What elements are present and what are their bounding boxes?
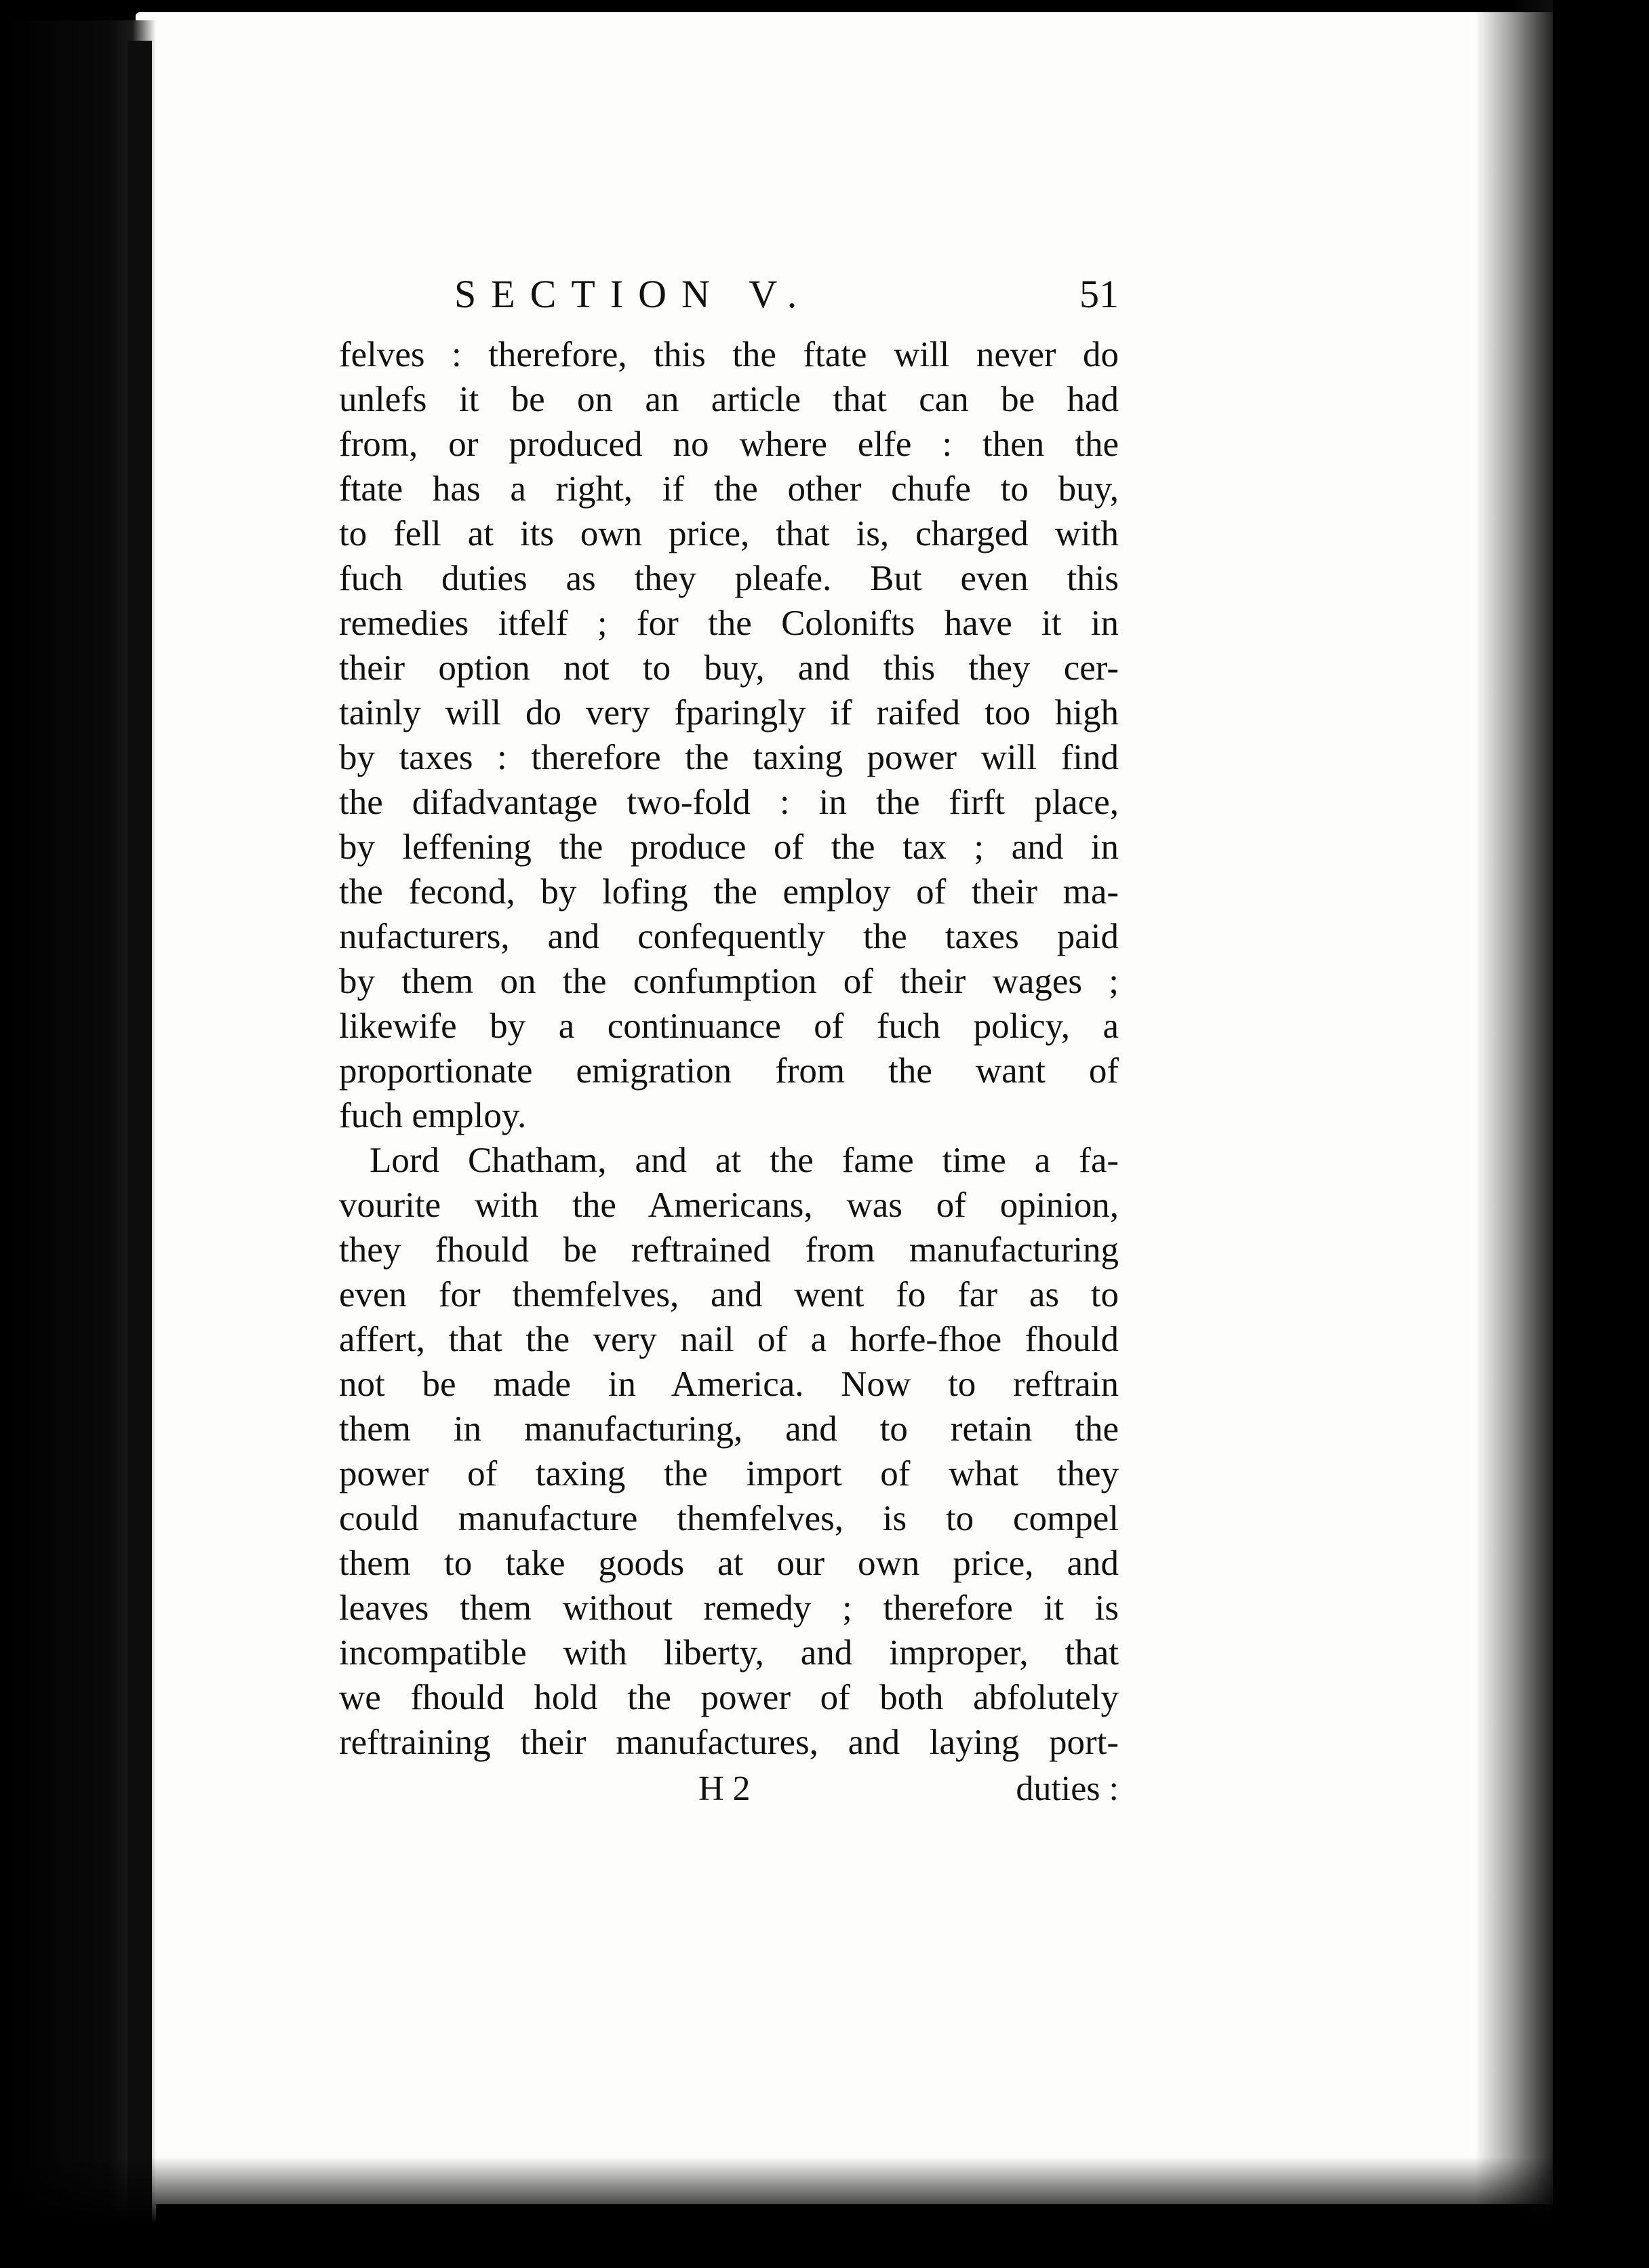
text-line: power of taxing the import of what they bbox=[339, 1454, 1119, 1493]
text-line: fuch employ. bbox=[339, 1096, 527, 1135]
text-line: their option not to buy, and this they cer- bbox=[339, 648, 1119, 688]
text-line: fuch duties as they pleafe. But even this bbox=[339, 559, 1119, 598]
page-footer bbox=[339, 1769, 1119, 1809]
text-line: likewife by a continuance of fuch policy, a bbox=[339, 1006, 1119, 1046]
right-dark-margin bbox=[1553, 0, 1649, 2268]
text-line: to fell at its own price, that is, charged with bbox=[339, 514, 1119, 553]
text-line: them to take goods at our own price, and bbox=[339, 1544, 1119, 1583]
text-line: felves : therefore, this the ftate will never do bbox=[339, 335, 1119, 374]
text-line: them in manufacturing, and to retain the bbox=[339, 1409, 1119, 1449]
running-header bbox=[339, 271, 1119, 332]
text-line: could manufacture themfelves, is to compel bbox=[339, 1499, 1119, 1538]
text-line: they fhould be reftrained from manufacturing bbox=[339, 1230, 1119, 1270]
paragraph-start-line: Lord Chatham, and at the fame time a fa- bbox=[370, 1141, 1119, 1180]
text-line: from, or produced no where elfe : then the bbox=[339, 425, 1119, 464]
text-line: remedies itfelf ; for the Colonifts have it in bbox=[339, 604, 1119, 643]
text-line: leaves them without remedy ; therefore it is bbox=[339, 1588, 1119, 1628]
text-line: by them on the confumption of their wages ; bbox=[339, 962, 1119, 1001]
signature-mark: H 2 bbox=[698, 1770, 751, 1808]
page-text bbox=[339, 271, 1119, 1809]
text-line: proportionate emigration from the want of bbox=[339, 1051, 1119, 1091]
text-line: even for themfelves, and went fo far as to bbox=[339, 1275, 1119, 1314]
text-line: unlefs it be on an article that can be had bbox=[339, 380, 1119, 419]
text-line: the difadvantage two-fold : in the firft place, bbox=[339, 783, 1119, 822]
page-number: 51 bbox=[1079, 272, 1119, 316]
bottom-page-edge bbox=[0, 2157, 1649, 2268]
catchword: duties : bbox=[1016, 1770, 1119, 1808]
text-line: by taxes : therefore the taxing power will find bbox=[339, 738, 1119, 777]
text-line: nufacturers, and confequently the taxes paid bbox=[339, 917, 1119, 956]
text-line: tainly will do very fparingly if raifed too high bbox=[339, 693, 1119, 732]
text-line: reftraining their manufactures, and laying port- bbox=[339, 1723, 1119, 1762]
text-line: incompatible with liberty, and improper, that bbox=[339, 1633, 1119, 1673]
binding-gutter bbox=[127, 41, 152, 2252]
text-line: affert, that the very nail of a horfe-fhoe fhould bbox=[339, 1320, 1119, 1359]
text-line: the fecond, by lofing the employ of their ma- bbox=[339, 872, 1119, 912]
text-line: ftate has a right, if the other chufe to buy, bbox=[339, 469, 1119, 509]
text-line: vourite with the Americans, was of opinion, bbox=[339, 1186, 1119, 1225]
running-title: SECTION V. bbox=[454, 272, 812, 316]
text-line: we fhould hold the power of both abfolutely bbox=[339, 1678, 1119, 1717]
text-line: not be made in America. Now to reftrain bbox=[339, 1365, 1119, 1404]
text-line: by leffening the produce of the tax ; and in bbox=[339, 827, 1119, 867]
